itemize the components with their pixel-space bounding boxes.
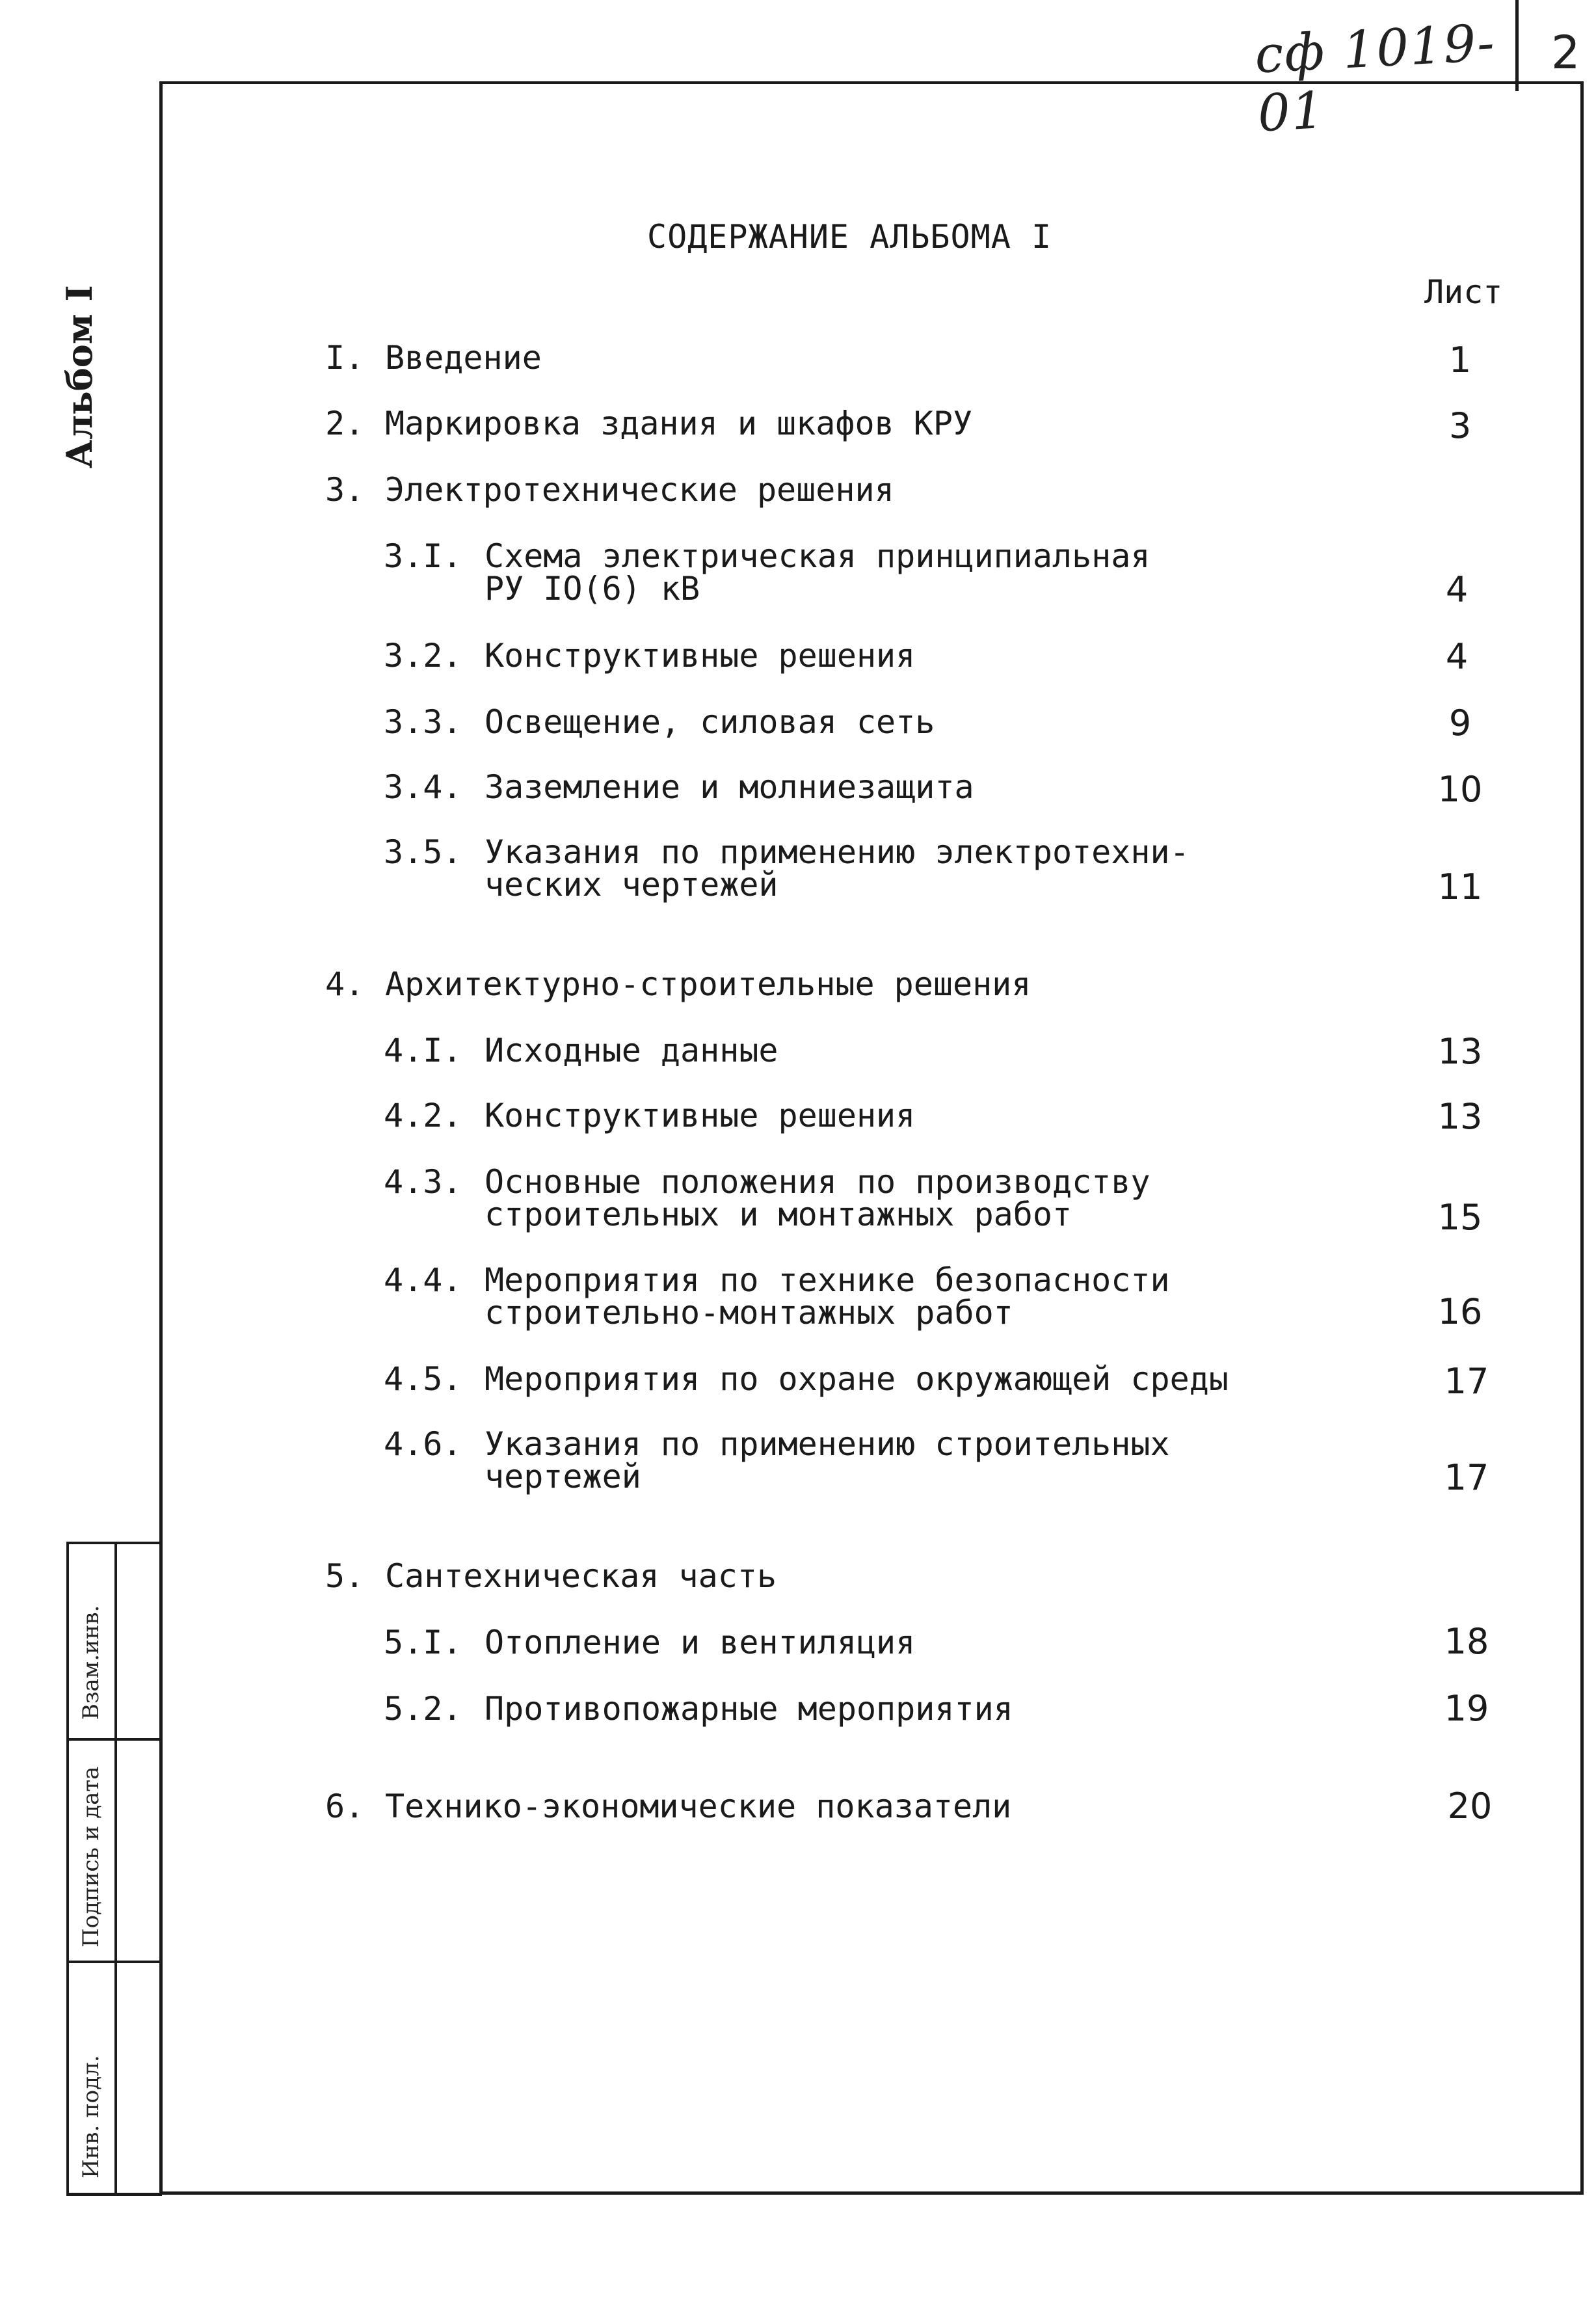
- signature-stamp-block: [66, 1542, 162, 2196]
- toc-entry-number: 3.4.: [384, 768, 462, 806]
- toc-entry-title: Заземление и молниезащита: [485, 768, 974, 806]
- toc-entry-number: 4.3.: [384, 1163, 462, 1201]
- toc-entry-page: 3: [1448, 405, 1472, 446]
- toc-entry: [325, 471, 894, 509]
- toc-entry: [325, 965, 1031, 1003]
- toc-entry-number: 4.I.: [384, 1032, 462, 1069]
- toc-entry: [384, 1626, 915, 1659]
- document-code: сф 1019-01: [1253, 14, 1497, 144]
- toc-entry-title: Конструктивные решения: [485, 637, 916, 675]
- toc-entry: [384, 1690, 1013, 1728]
- toc-entry-title: Мероприятия по охране окружающей среды: [485, 1360, 1229, 1398]
- toc-entry: [384, 1360, 1229, 1398]
- toc-entry: [384, 703, 935, 741]
- toc-entry-page: 10: [1437, 769, 1483, 810]
- toc-entry-page: 16: [1437, 1291, 1483, 1332]
- toc-entry: [384, 637, 916, 675]
- toc-entry-page: 15: [1437, 1197, 1483, 1238]
- toc-entry-number: 3.I.: [384, 537, 462, 575]
- toc-entry: [384, 537, 1150, 608]
- toc-entry-title: Технико-экономические показатели: [385, 1788, 1012, 1825]
- toc-entry-page: 13: [1437, 1096, 1483, 1137]
- toc-entry: [325, 1790, 1011, 1823]
- sheet-number-divider: [1515, 0, 1519, 91]
- toc-entry-number: 4.: [325, 965, 365, 1003]
- toc-entry-title: Освещение, силовая сеть: [485, 703, 935, 741]
- stamp-cell-signature-date: Подпись и дата: [78, 1766, 104, 1948]
- toc-entry-title: Отопление и вентиляция: [485, 1624, 916, 1661]
- toc-entry-page: 1: [1448, 340, 1472, 381]
- stamp-cell-original-inventory: Инв. подл.: [78, 2055, 104, 2178]
- toc-entry-title: Исходные данные: [485, 1032, 778, 1069]
- toc-entry: [384, 1034, 778, 1067]
- toc-entry: [384, 1099, 915, 1132]
- toc-entry-number: 5.I.: [384, 1624, 462, 1661]
- toc-entry-page: 17: [1444, 1361, 1489, 1402]
- sheet-column-header: Лист: [1424, 273, 1503, 311]
- toc-entry-title: Маркировка здания и шкафов КРУ: [385, 405, 973, 442]
- toc-entry: [384, 1163, 1150, 1233]
- toc-entry-page: 11: [1437, 866, 1483, 907]
- toc-entry-number: 3.3.: [384, 703, 462, 741]
- sheet-number: 2: [1551, 26, 1580, 79]
- toc-entry-title: Конструктивные решения: [485, 1097, 916, 1134]
- toc-entry: [384, 833, 1190, 904]
- toc-entry-number: 3.: [325, 471, 365, 509]
- toc-entry-title: Мероприятия по технике безопасности строительно-монтажных работ: [485, 1261, 1170, 1332]
- toc-entry-page: 13: [1437, 1031, 1483, 1072]
- contents-title: СОДЕРЖАНИЕ АЛЬБОМА I: [647, 218, 1052, 256]
- toc-entry-number: 4.2.: [384, 1097, 462, 1134]
- toc-entry-number: 3.5.: [384, 833, 462, 871]
- toc-entry-page: 4: [1445, 569, 1469, 610]
- toc-entry-title: Электротехнические решения: [385, 471, 894, 509]
- toc-entry: [384, 1425, 1170, 1495]
- toc-entry-number: 4.4.: [384, 1261, 462, 1299]
- toc-entry-number: 5.: [325, 1557, 365, 1595]
- toc-entry-title: Указания по применению строительных чертежей: [485, 1425, 1170, 1495]
- toc-entry-title: Противопожарные мероприятия: [485, 1690, 1013, 1728]
- stamp-column-divider: [114, 1544, 117, 2193]
- toc-entry-number: 4.6.: [384, 1425, 462, 1463]
- toc-entry-number: 5.2.: [384, 1690, 462, 1728]
- toc-entry-title: Сантехническая часть: [385, 1557, 777, 1595]
- toc-entry-page: 17: [1444, 1457, 1489, 1498]
- toc-entry-page: 4: [1445, 636, 1469, 677]
- toc-entry-number: 6.: [325, 1788, 365, 1825]
- stamp-row-divider: [69, 1738, 162, 1741]
- toc-entry-title: Схема электрическая принципиальная РУ IO(6) кВ: [485, 537, 1150, 608]
- toc-entry: [384, 1261, 1170, 1332]
- toc-entry-page: 9: [1448, 703, 1472, 743]
- toc-entry-number: 2.: [325, 405, 365, 442]
- toc-entry-number: 3.2.: [384, 637, 462, 675]
- drawing-frame: [159, 81, 1584, 2195]
- toc-entry: [384, 768, 974, 806]
- album-label: Альбом I: [59, 285, 100, 468]
- toc-entry: [325, 407, 972, 440]
- toc-entry-page: 18: [1444, 1621, 1489, 1662]
- toc-entry-title: Основные положения по производству строительных и монтажных работ: [485, 1163, 1150, 1233]
- toc-entry-title: Введение: [385, 339, 542, 377]
- toc-entry-number: I.: [325, 339, 365, 377]
- toc-entry-number: 4.5.: [384, 1360, 462, 1398]
- toc-entry-title: Указания по применению электротехни- ческих чертежей: [485, 833, 1190, 904]
- stamp-row-divider: [69, 1961, 162, 1963]
- toc-entry-page: 20: [1447, 1786, 1493, 1827]
- toc-entry: [325, 1557, 777, 1595]
- toc-entry-title: Архитектурно-строительные решения: [385, 965, 1031, 1003]
- toc-entry: [325, 339, 542, 377]
- stamp-cell-replacement-inventory: Взам.инв.: [78, 1605, 104, 1720]
- toc-entry-page: 19: [1444, 1688, 1489, 1729]
